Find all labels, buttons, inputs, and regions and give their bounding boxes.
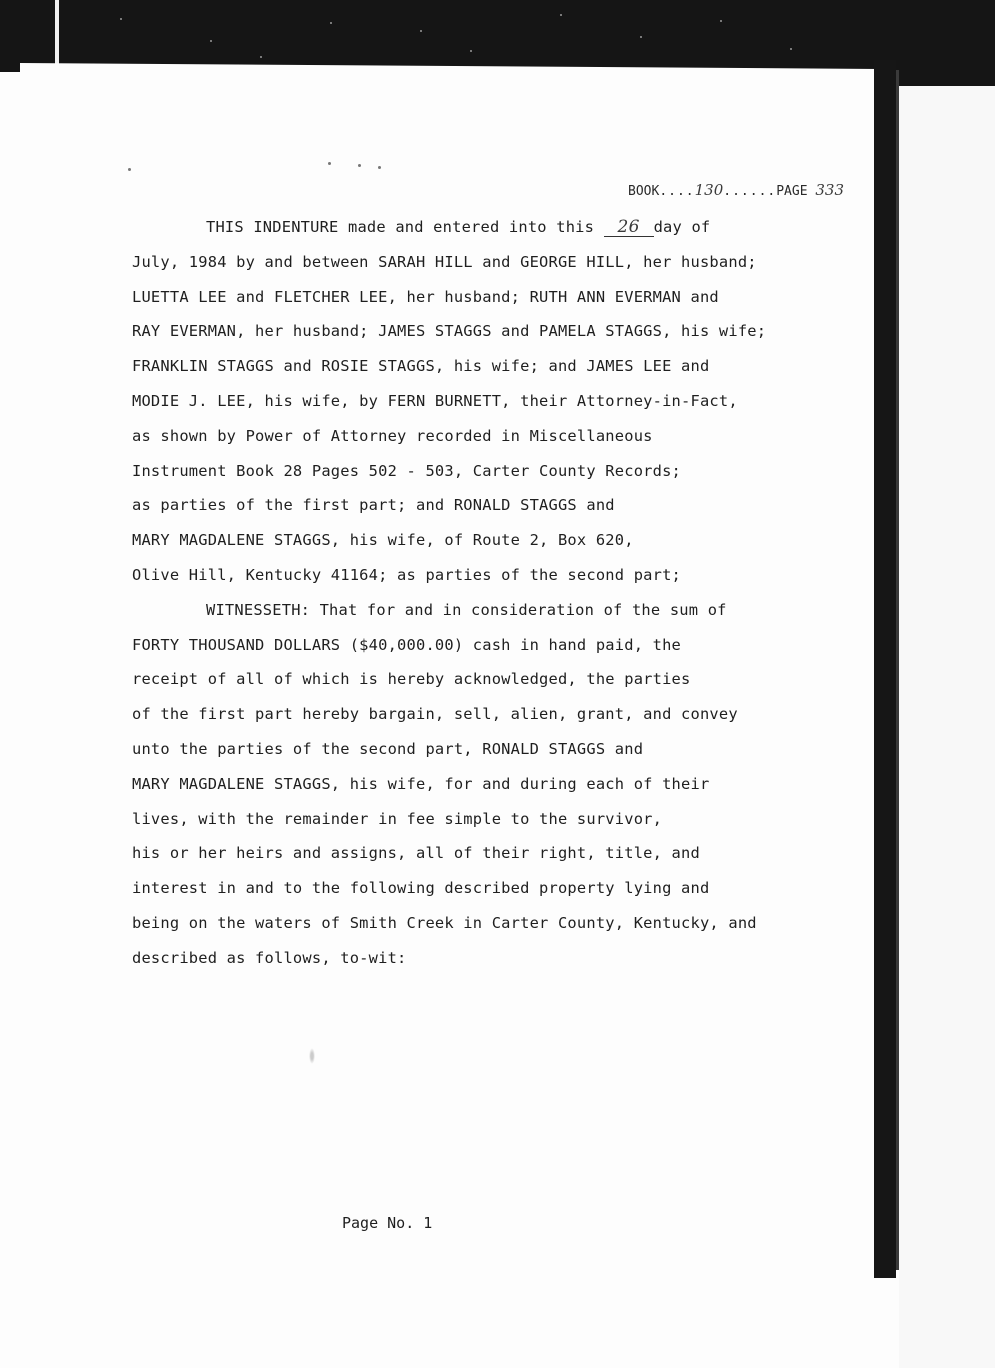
deed-line: MODIE J. LEE, his wife, by FERN BURNETT, their Attorney-in-Fact, [132, 391, 738, 410]
deed-line: unto the parties of the second part, RONALD STAGGS and [132, 739, 644, 758]
deed-line: MARY MAGDALENE STAGGS, his wife, for and during each of their [132, 774, 710, 793]
page-number-footer: Page No. 1 [342, 1214, 433, 1232]
opening-line: THIS INDENTURE made and entered into this 26 day of [206, 217, 711, 237]
deed-line: Instrument Book 28 Pages 502 - 503, Carter County Records; [132, 461, 682, 480]
deed-line: July, 1984 by and between SARAH HILL and GEORGE HILL, her husband; [132, 252, 757, 271]
deed-line: being on the waters of Smith Creek in Carter County, Kentucky, and [132, 913, 757, 932]
deed-line: FORTY THOUSAND DOLLARS ($40,000.00) cash in hand paid, the [132, 635, 682, 654]
handwritten-day: 26 [604, 218, 654, 237]
book-page-reference: BOOK....130......PAGE 333 [628, 181, 845, 199]
deed-line: Olive Hill, Kentucky 41164; as parties of the second part; [132, 565, 682, 584]
book-label: BOOK [628, 184, 660, 199]
deed-line: described as follows, to-wit: [132, 948, 407, 967]
deed-body [132, 210, 852, 976]
deed-line: of the first part hereby bargain, sell, alien, grant, and convey [132, 705, 738, 724]
deed-line: receipt of all of which is hereby acknowledged, the parties [132, 670, 691, 689]
scanner-right-edge [874, 60, 896, 1278]
witnesseth-line: WITNESSETH: That for and in consideration of the sum of [206, 600, 727, 619]
deed-line: as shown by Power of Attorney recorded in Miscellaneous [132, 426, 653, 445]
scanner-left-line [55, 0, 59, 70]
deed-line: as parties of the first part; and RONALD STAGGS and [132, 496, 615, 515]
page-ref-number: 333 [815, 181, 845, 199]
book-number: 130 [694, 181, 724, 199]
deed-line: interest in and to the following described property lying and [132, 879, 710, 898]
adjacent-paper-strip [899, 86, 995, 1368]
deed-line: his or her heirs and assigns, all of their right, title, and [132, 844, 700, 863]
ink-smudge [309, 1048, 315, 1064]
deed-line: MARY MAGDALENE STAGGS, his wife, of Route 2, Box 620, [132, 531, 634, 550]
page-ref-label: PAGE [776, 184, 808, 199]
deed-line: RAY EVERMAN, her husband; JAMES STAGGS and PAMELA STAGGS, his wife; [132, 322, 767, 341]
scanner-top-edge [0, 0, 995, 72]
deed-line: LUETTA LEE and FLETCHER LEE, her husband; RUTH ANN EVERMAN and [132, 287, 719, 306]
deed-line: FRANKLIN STAGGS and ROSIE STAGGS, his wife; and JAMES LEE and [132, 357, 710, 376]
deed-line: lives, with the remainder in fee simple to the survivor, [132, 809, 663, 828]
